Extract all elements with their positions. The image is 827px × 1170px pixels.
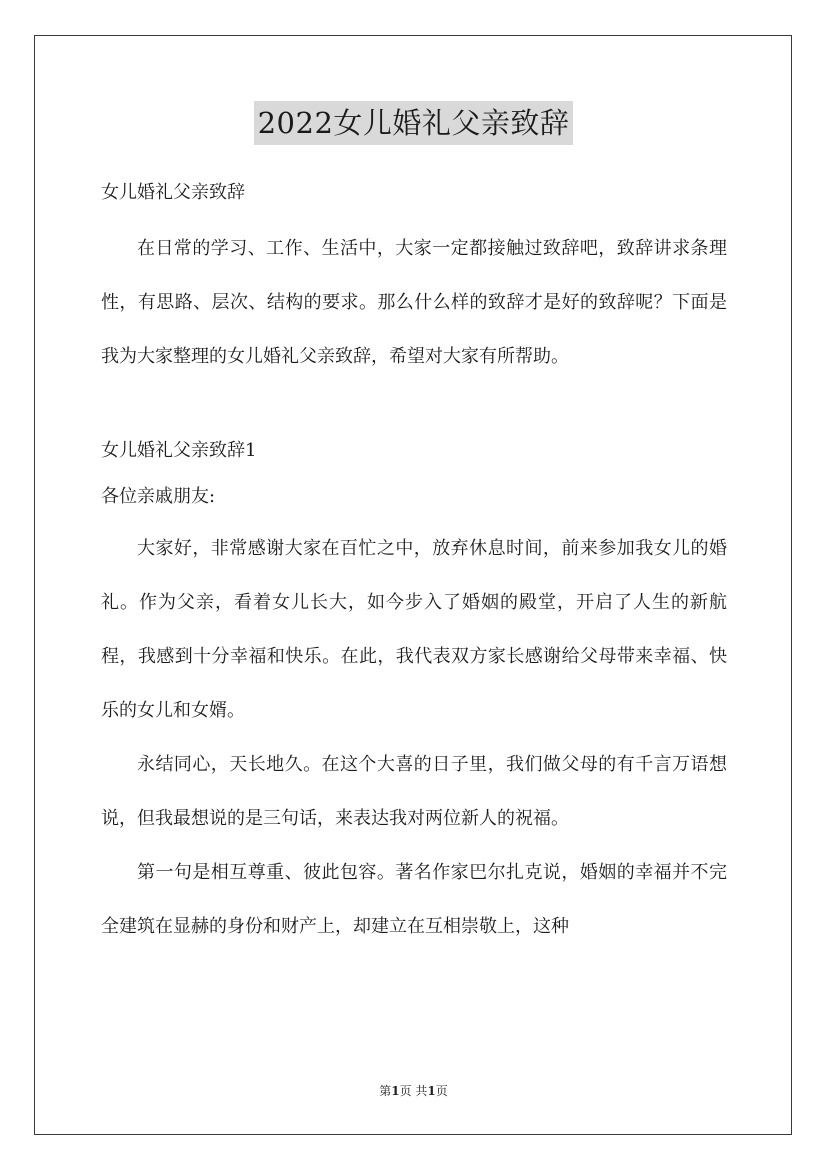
document-body bbox=[101, 172, 727, 954]
document-title bbox=[0, 101, 827, 145]
footer-prefix: 第 bbox=[379, 1084, 392, 1098]
section-heading: 女儿婚礼父亲致辞1 bbox=[101, 440, 257, 461]
spacer bbox=[101, 384, 727, 430]
footer-total-pages: 1 bbox=[427, 1084, 436, 1098]
salutation: 各位亲戚朋友: bbox=[101, 486, 216, 507]
footer-middle: 页 共 bbox=[399, 1084, 428, 1098]
document-title-text: 2022女儿婚礼父亲致辞 bbox=[254, 101, 574, 145]
body-paragraph-3: 第一句是相互尊重、彼此包容。著名作家巴尔扎克说，婚姻的幸福并不完全建筑在显赫的身份和财产上，却建立在互相崇敬上，这种 bbox=[101, 862, 727, 937]
body-paragraph-1: 大家好，非常感谢大家在百忙之中，放弃休息时间，前来参加我女儿的婚礼。作为父亲，看着女儿长大，如今步入了婚姻的殿堂，开启了人生的新航程，我感到十分幸福和快乐。在此，我代表双方家长感谢给父母带来幸福、快乐的女儿和女婿。 bbox=[101, 538, 727, 721]
intro-paragraph: 在日常的学习、工作、生活中，大家一定都接触过致辞吧，致辞讲求条理性，有思路、层次、结构的要求。那么什么样的致辞才是好的致辞呢？下面是我为大家整理的女儿婚礼父亲致辞，希望对大家有所帮助。 bbox=[101, 238, 727, 367]
document-subtitle: 女儿婚礼父亲致辞 bbox=[101, 182, 245, 203]
footer-page-number: 1 bbox=[391, 1084, 400, 1098]
spacer bbox=[101, 214, 727, 222]
body-paragraph-2: 永结同心，天长地久。在这个大喜的日子里，我们做父母的有千言万语想说，但我最想说的是三句话，来表达我对两位新人的祝福。 bbox=[101, 754, 727, 829]
page-footer bbox=[0, 1083, 827, 1099]
footer-suffix: 页 bbox=[435, 1084, 448, 1098]
